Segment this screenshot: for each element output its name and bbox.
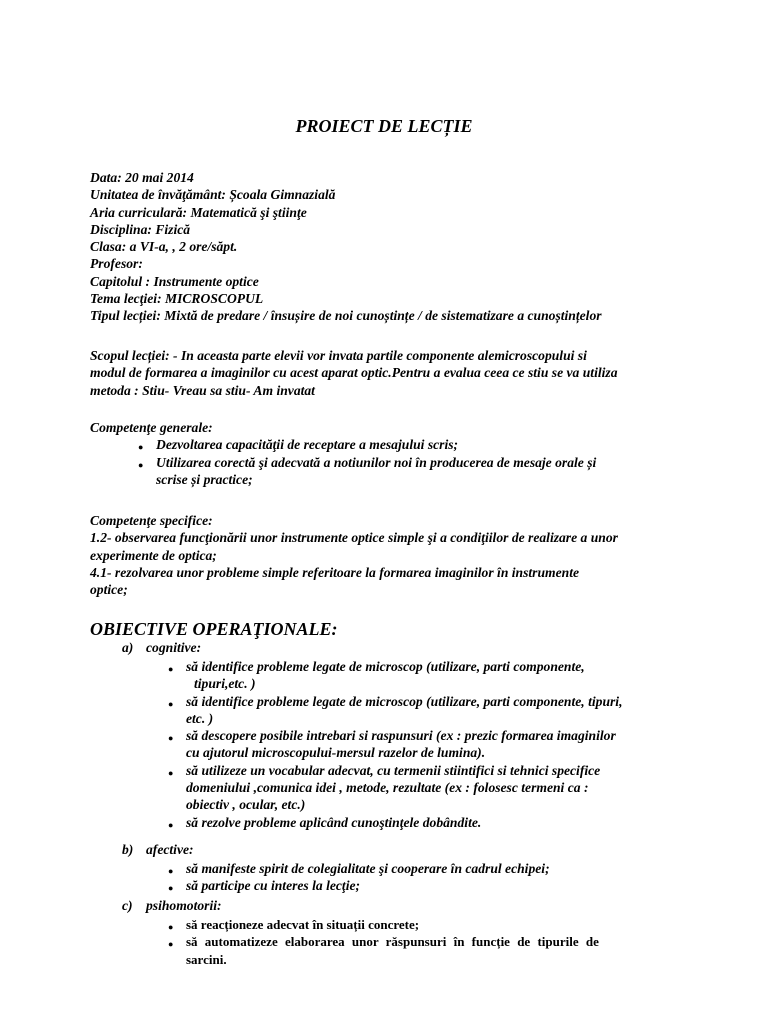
list-marker: b) (122, 842, 134, 857)
specific-competence-line: 4.1- rezolvarea unor probleme simple referitoare la formarea imaginilor în instrumente (90, 564, 580, 580)
objective-item: ● să rezolve probleme aplicând cunoştinţele dobândite. (168, 814, 692, 831)
list-marker: a) (122, 640, 134, 655)
objective-item: ● să automatizeze elaborarea unor răspunsuri în funcție de tipurile de sarcini. (168, 933, 692, 968)
cognitive-objectives (172, 658, 692, 831)
general-competences (90, 419, 690, 488)
objectives-cognitive-label: a) cognitive: (122, 640, 202, 655)
objectives-heading: OBIECTIVE OPERAŢIONALE: (90, 619, 338, 639)
info-date: Data: 20 mai 2014 (90, 170, 194, 185)
objective-item: ● să identifice probleme legate de microscop (utilizare, parti componente, tipuri, etc. ) (168, 693, 692, 728)
info-teacher: Profesor: (90, 256, 143, 272)
objective-item: ● să utilizeze un vocabular adecvat, cu termenii stiintifici si tehnici specifice domeniului ,comunica idei , metode, rezultate (ex : folosesc termeni ca : obiectiv , ocular, etc.) (168, 762, 692, 814)
lesson-scope (90, 347, 690, 399)
psychomotor-objectives (172, 916, 692, 968)
info-topic: Tema lecţiei: MICROSCOPUL (90, 291, 264, 307)
specific-competence-line: experimente de optica; (90, 547, 217, 563)
objective-item: ● să manifeste spirit de colegialitate şi cooperare în cadrul echipei; (168, 860, 692, 877)
general-competence-item: ● Utilizarea corectă şi adecvată a notiunilor noi în producerea de mesaje orale și scrise și practice; (138, 454, 690, 489)
objective-item: ● să identifice probleme legate de microscop (utilizare, parti componente, tipuri,etc. ) (168, 658, 692, 693)
lesson-info (90, 169, 690, 325)
document-title: PROIECT DE LECȚIE (295, 116, 473, 136)
specific-competence-line: optice; (90, 582, 128, 598)
scope-line: metoda : Stiu- Vreau sa stiu- Am invatat (90, 382, 315, 398)
objective-item: ● să reacționeze adecvat în situații concrete; (168, 916, 692, 933)
general-competence-item: ● Dezvoltarea capacităţii de receptare a mesajului scris; (138, 436, 690, 453)
info-chapter: Capitolul : Instrumente optice (90, 273, 259, 289)
info-subject: Disciplina: Fizică (90, 221, 191, 237)
info-lesson-type: Tipul lecției: Mixtă de predare / însușire de noi cunoștințe / de sistematizare a cunoștințelor (90, 308, 602, 324)
specific-competences (90, 512, 690, 598)
specific-competences-heading: Competenţe specifice: (90, 513, 213, 528)
objective-item: ● să descopere posibile intrebari si raspunsuri (ex : prezic formarea imaginilor cu ajutorul microscopului-mersul razelor de lumina). (168, 727, 692, 762)
list-marker: c) (122, 898, 133, 913)
objective-item: ● să participe cu interes la lecţie; (168, 877, 692, 894)
info-class: Clasa: a VI-a, , 2 ore/săpt. (90, 239, 238, 255)
scope-line: Scopul lecției: - In aceasta parte elevii vor invata partile componente alemicroscopului si (90, 348, 587, 363)
affective-objectives (172, 860, 692, 895)
info-school: Unitatea de învăţământ: Școala Gimnazială (90, 187, 336, 203)
objectives-psychomotor-label: c) psihomotorii: (122, 898, 222, 913)
objectives-affective-label: b) afective: (122, 842, 194, 857)
specific-competence-line: 1.2- observarea funcţionării unor instrumente optice simple şi a condiţiilor de realizare a unor (90, 530, 618, 546)
info-curricular-area: Aria curriculară: Matematică şi ştiinţe (90, 204, 307, 220)
scope-line: modul de formarea a imaginilor cu acest aparat optic.Pentru a evalua ceea ce stiu se va utiliza (90, 365, 618, 381)
general-competences-heading: Competenţe generale: (90, 420, 213, 435)
